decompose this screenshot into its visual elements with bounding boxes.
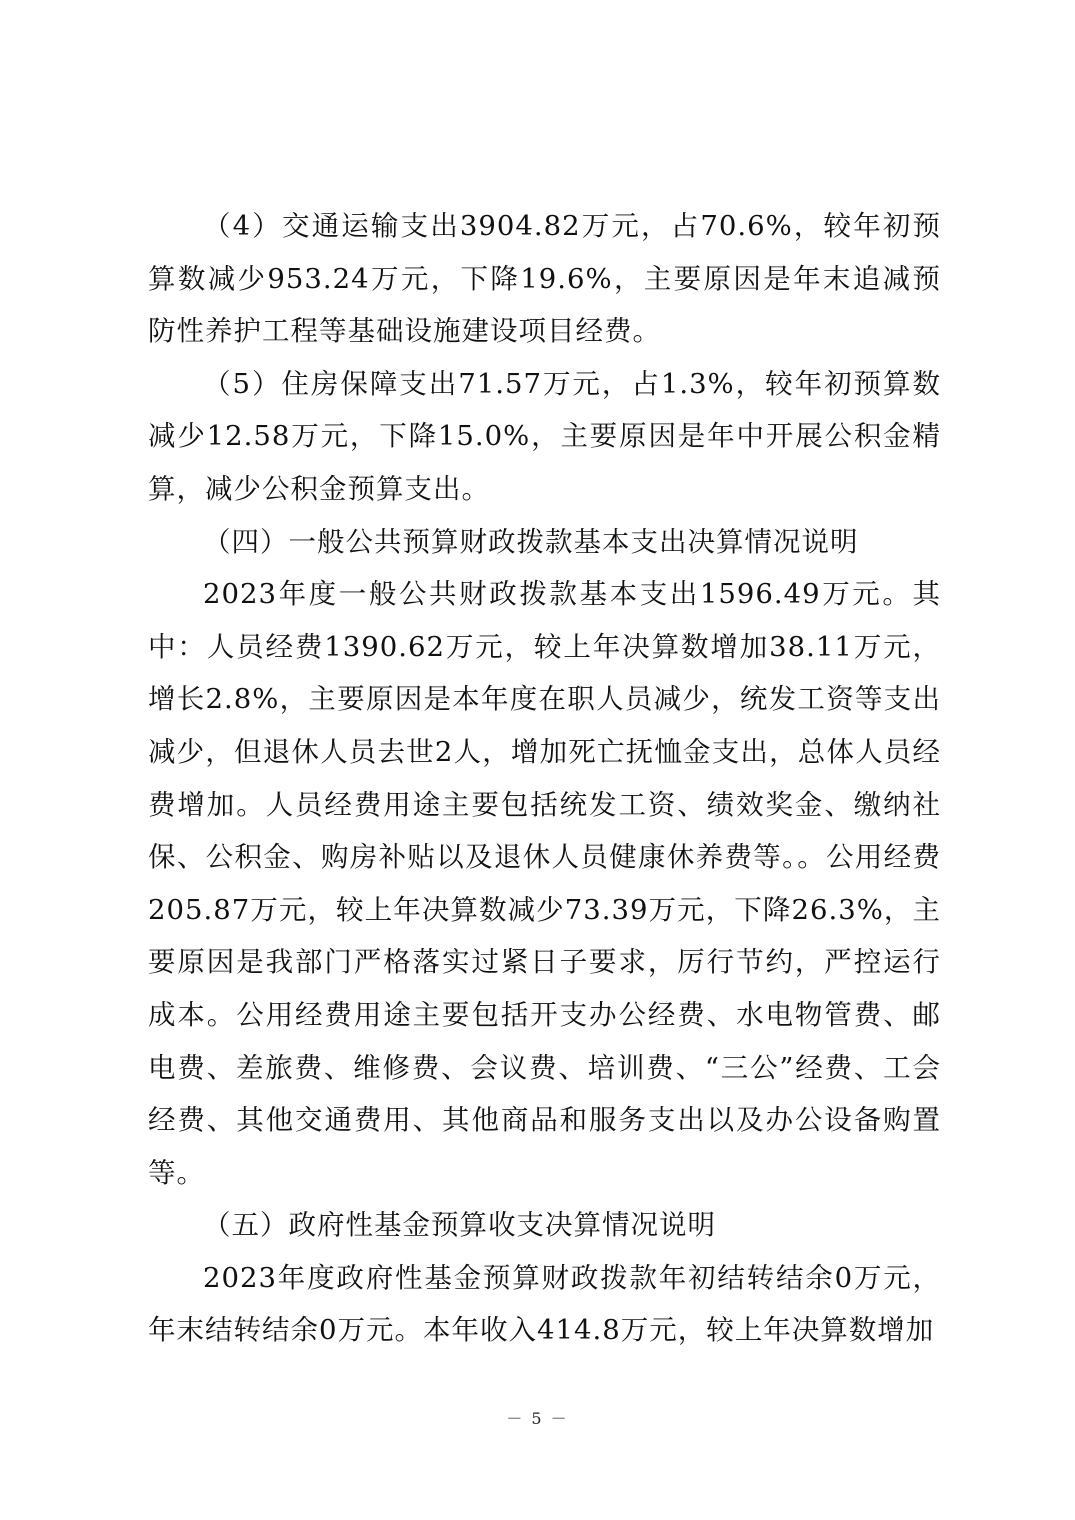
paragraph-housing-expenditure: （5）住房保障支出71.57万元，占1.3%，较年初预算数减少12.58万元，下降15.0%，主要原因是年中开展公积金精算，减少公积金预算支出。 [148,367,941,505]
page-number: － 5 － [506,1409,569,1428]
section-heading-basic-expenditure: （四）一般公共预算财政拨款基本支出决算情况说明 [203,525,859,558]
section-heading-government-fund: （五）政府性基金预算收支决算情况说明 [203,1209,716,1242]
document-body [148,200,941,1357]
paragraph-transport-expenditure: （4）交通运输支出3904.82万元，占70.6%，较年初预算数减少953.24万元，下降19.6%，主要原因是年末追减预防性养护工程等基础设施建设项目经费。 [148,210,941,348]
paragraph-basic-expenditure: 2023年度一般公共财政拨款基本支出1596.49万元。其中：人员经费1390.62万元，较上年决算数增加38.11万元，增长2.8%，主要原因是本年度在职人员减少，统发工资等支出减少，但退休人员去世2人，增加死亡抚恤金支出，总体人员经费增加。人员经费用途主要包括统发工资、绩效奖金、缴纳社保、公积金、购房补贴以及退休人员健康休养费等。。公用经费205.87万元，较上年决算数减少73.39万元，下降26.3%，主要原因是我部门严格落实过紧日子要求，厉行节约，严控运行成本。公用经费用途主要包括开支办公经费、水电物管费、邮电费、差旅费、维修费、会议费、培训费、“三公”经费、工会经费、其他交通费用、其他商品和服务支出以及办公设备购置等。 [148,578,941,1189]
paragraph-government-fund: 2023年度政府性基金预算财政拨款年初结转结余0万元，年末结转结余0万元。本年收入414.8万元，较上年决算数增加 [148,1261,941,1347]
